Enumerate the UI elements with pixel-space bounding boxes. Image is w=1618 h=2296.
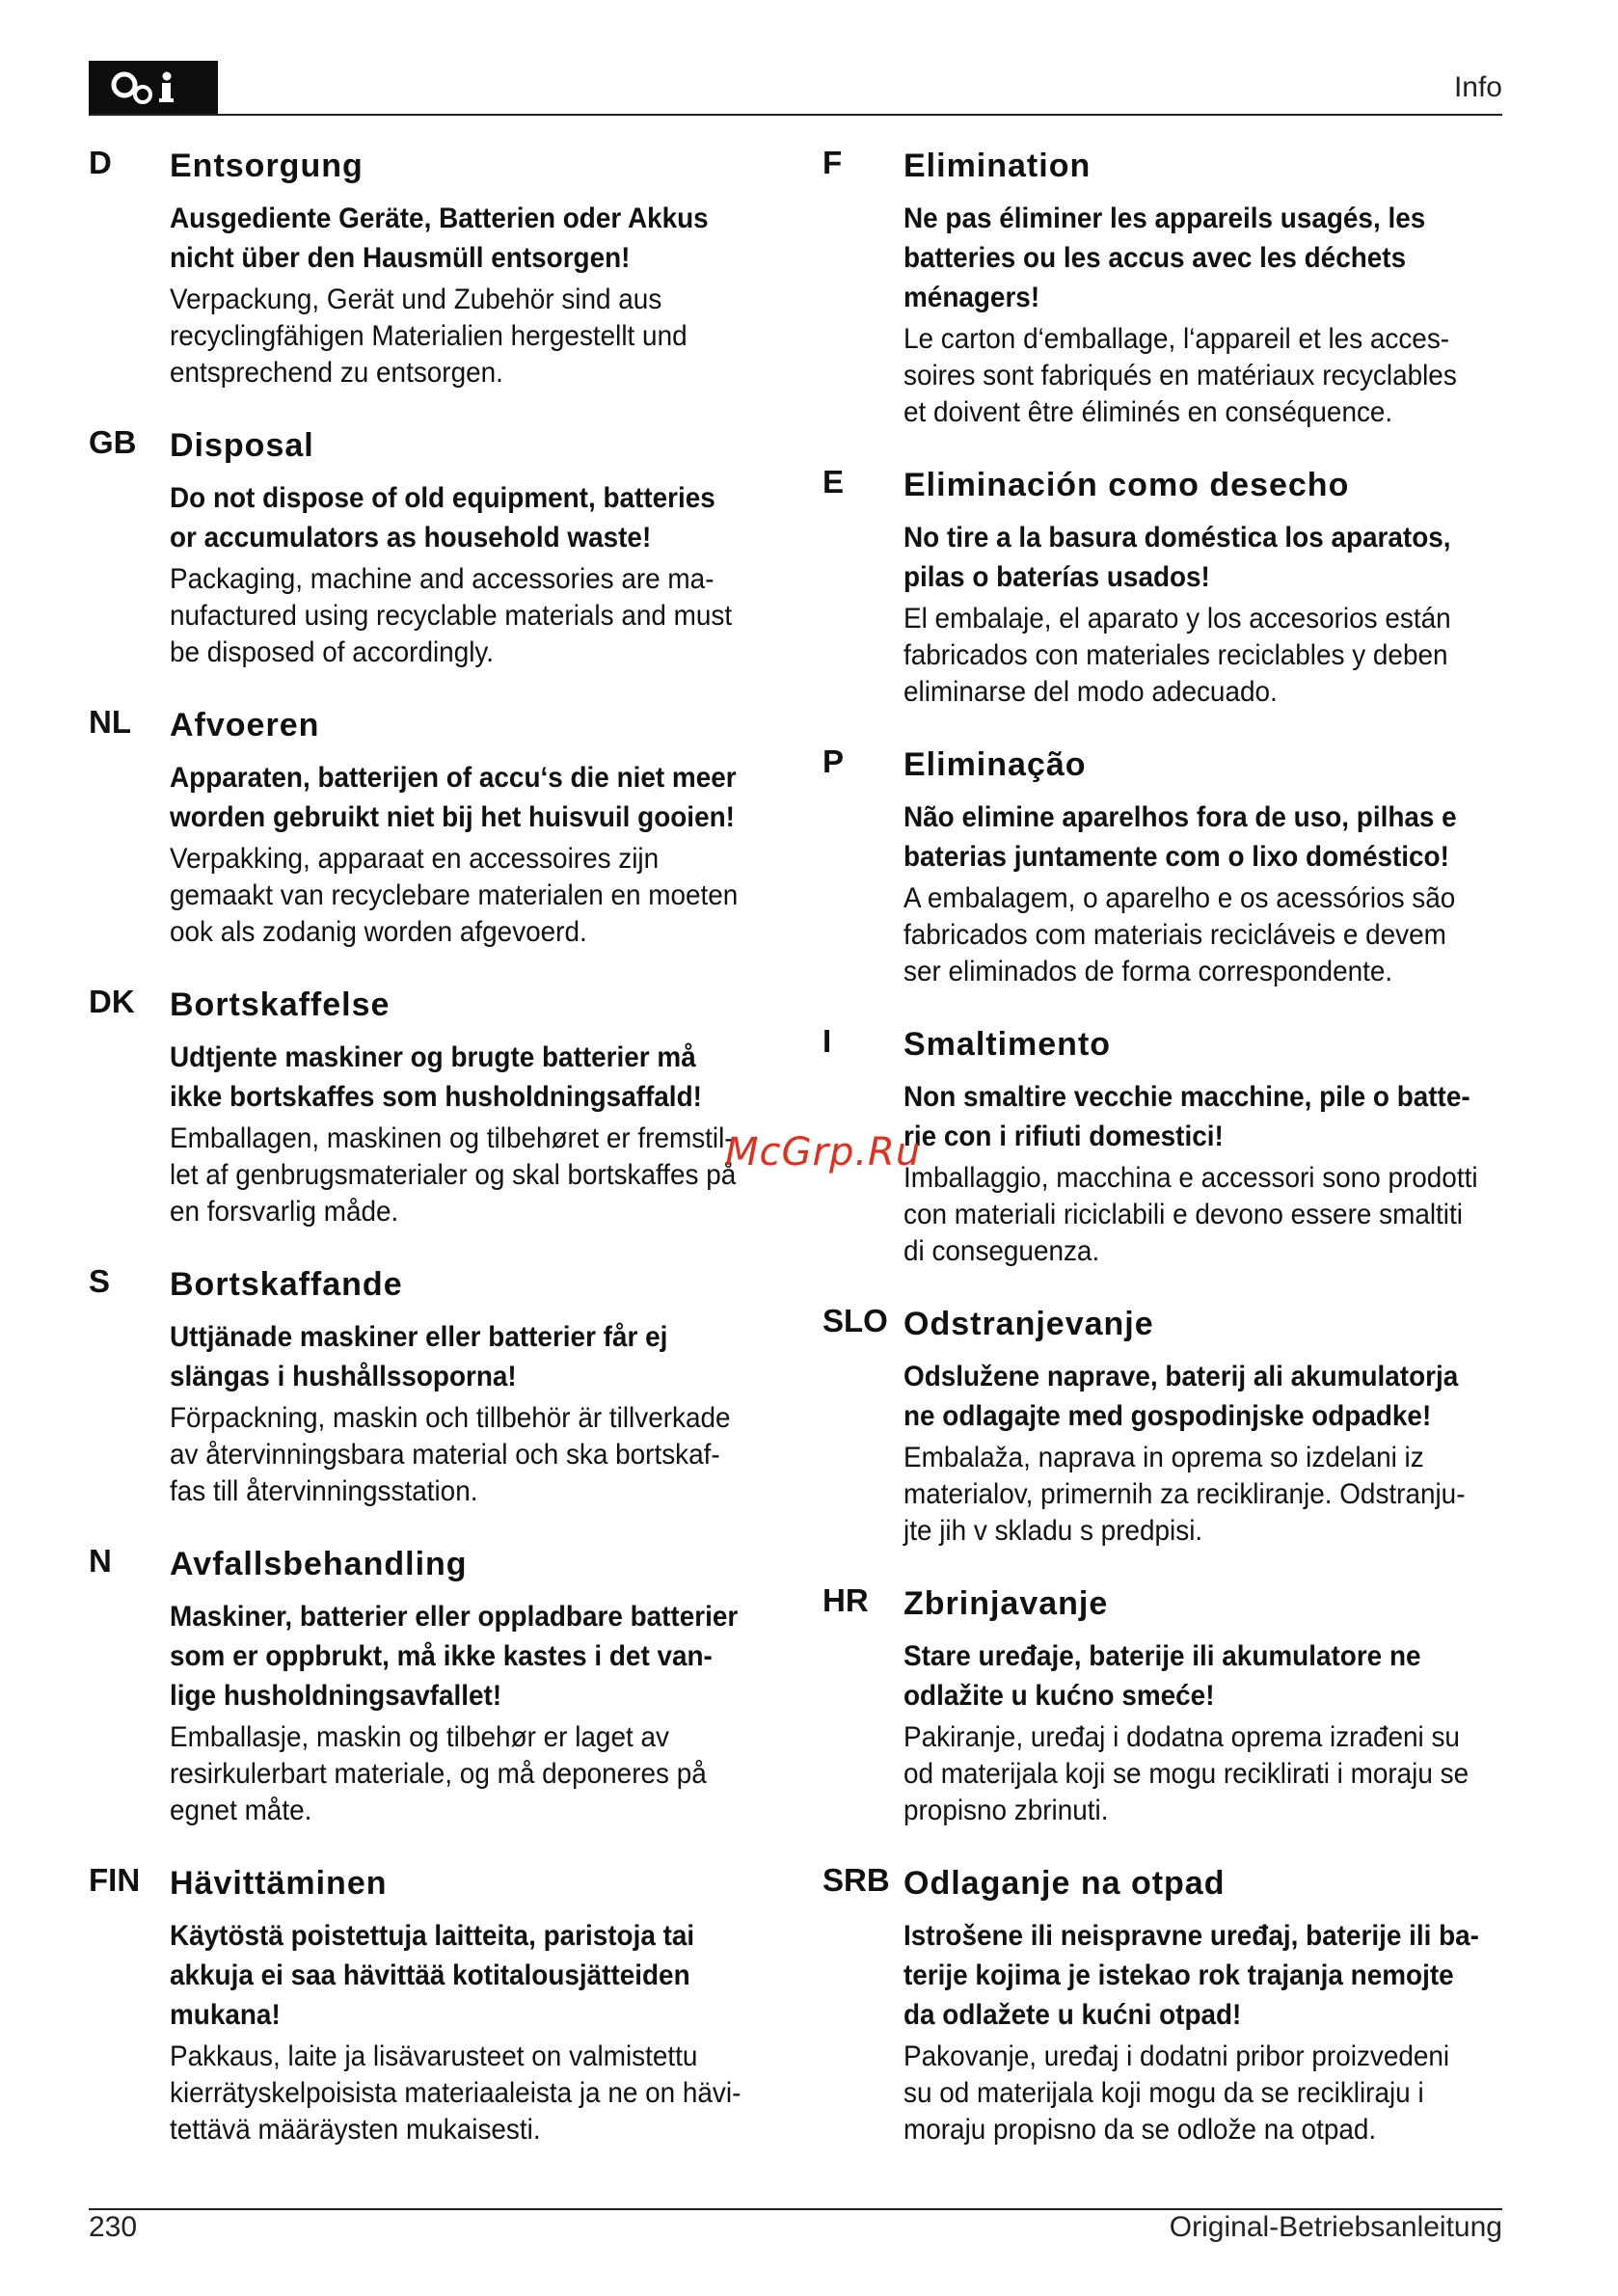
section-body xyxy=(903,1582,1517,1829)
body-line: A embalagem, o aparelho e os acessórios são xyxy=(903,882,1456,914)
section-heading: Smaltimento xyxy=(903,1026,1112,1063)
header-divider xyxy=(89,114,1502,116)
body-line: en forsvarlig måde. xyxy=(170,1196,399,1228)
info-book-icon xyxy=(89,61,218,115)
warning-text xyxy=(170,1916,824,2035)
body-line: egnet måte. xyxy=(170,1795,312,1826)
section-body xyxy=(170,1263,822,1510)
warning-line: Do not dispose of old equipment, batteries xyxy=(170,482,715,514)
body-text xyxy=(903,1719,1520,1829)
language-code: S xyxy=(89,1263,111,1299)
body-line: tettävä määräysten mukaisesti. xyxy=(170,2114,541,2146)
section-heading: Odlaganje na otpad xyxy=(903,1865,1226,1902)
body-line: con materiali riciclabili e devono essere smaltiti xyxy=(903,1199,1463,1230)
warning-line: Uttjänade maskiner eller batterier får ej xyxy=(170,1321,668,1353)
language-code: N xyxy=(89,1543,112,1579)
section-body xyxy=(903,743,1517,990)
warning-line: worden gebruikt niet bij het huisvuil gooien! xyxy=(170,801,735,833)
left-column xyxy=(89,145,822,2181)
body-text xyxy=(903,2039,1520,2148)
warning-line: Käytöstä poistettuja laitteita, paristoja tai xyxy=(170,1920,695,1952)
body-line: Le carton d‘emballage, l‘appareil et les acces- xyxy=(903,323,1450,355)
disposal-section-e xyxy=(822,464,1517,711)
body-line: materialov, primernih za recikliranje. Odstranju- xyxy=(903,1478,1466,1510)
language-code: F xyxy=(822,145,843,180)
warning-line: Não elimine aparelhos fora de uso, pilhas e xyxy=(903,801,1457,833)
warning-text xyxy=(170,199,824,278)
body-text xyxy=(170,282,824,392)
body-line: ser eliminados de forma correspondente. xyxy=(903,956,1393,987)
disposal-section-srb xyxy=(822,1862,1517,2148)
disposal-section-d xyxy=(89,145,822,392)
body-line: let af genbrugsmaterialer og skal bortskaffes på xyxy=(170,1159,737,1191)
section-body xyxy=(170,984,822,1230)
disposal-section-dk xyxy=(89,984,822,1230)
warning-line: baterias juntamente com o lixo doméstico! xyxy=(903,841,1449,873)
body-line: av återvinningsbara material och ska bortskaf- xyxy=(170,1439,720,1471)
warning-line: mukana! xyxy=(170,1999,281,2031)
warning-line: terije kojima je istekao rok trajanja nemojte xyxy=(903,1959,1454,1991)
warning-text xyxy=(170,1317,824,1396)
body-line: entsprechend zu entsorgen. xyxy=(170,357,503,389)
warning-line: slängas i hushållssoporna! xyxy=(170,1361,517,1392)
warning-line: pilas o baterías usados! xyxy=(903,561,1210,593)
section-body xyxy=(170,145,822,392)
section-body xyxy=(903,145,1517,431)
body-text xyxy=(170,1400,824,1510)
disposal-section-p xyxy=(822,743,1517,990)
warning-line: ménagers! xyxy=(903,282,1040,313)
body-line: od materijala koji se mogu reciklirati i moraju se xyxy=(903,1758,1470,1790)
footer-title: Original-Betriebsanleitung xyxy=(1169,2211,1502,2243)
warning-line: Maskiner, batterier eller oppladbare batterier xyxy=(170,1601,739,1633)
section-body xyxy=(903,1862,1517,2148)
body-line: resirkulerbart materiale, og må deponeres på xyxy=(170,1758,707,1790)
section-body xyxy=(170,704,822,951)
body-line: Pakiranje, uređaj i dodatna oprema izrađeni su xyxy=(903,1721,1460,1753)
body-line: Pakkaus, laite ja lisävarusteet on valmistettu xyxy=(170,2040,698,2072)
section-heading: Eliminação xyxy=(903,746,1087,783)
body-line: kierrätyskelpoisista materiaaleista ja ne on hävi- xyxy=(170,2077,742,2109)
language-code: DK xyxy=(89,984,135,1019)
body-text xyxy=(170,1719,824,1829)
body-line: eliminarse del modo adecuado. xyxy=(903,676,1278,708)
section-heading: Bortskaffelse xyxy=(170,986,391,1023)
warning-line: rie con i rifiuti domestici! xyxy=(903,1121,1224,1152)
body-line: Pakovanje, uređaj i dodatni pribor proizvedeni xyxy=(903,2040,1450,2072)
warning-line: Apparaten, batterijen of accu‘s die niet meer xyxy=(170,762,737,794)
language-code: FIN xyxy=(89,1862,141,1898)
warning-line: Ne pas éliminer les appareils usagés, les xyxy=(903,203,1426,234)
language-code: SLO xyxy=(822,1303,888,1338)
body-line: Emballasje, maskin og tilbehør er laget av xyxy=(170,1721,669,1753)
footer-divider xyxy=(89,2208,1502,2210)
info-logo-glyph xyxy=(107,68,200,108)
disposal-section-gb xyxy=(89,424,822,671)
language-code: P xyxy=(822,743,845,779)
warning-line: lige husholdningsavfallet! xyxy=(170,1680,502,1712)
warning-line: Istrošene ili neispravne uređaj, baterije ili ba- xyxy=(903,1920,1479,1952)
warning-text xyxy=(903,518,1520,597)
section-heading: Afvoeren xyxy=(170,707,320,743)
body-text xyxy=(903,321,1520,431)
warning-text xyxy=(903,199,1520,317)
body-line: Emballagen, maskinen og tilbehøret er fremstil- xyxy=(170,1122,734,1154)
warning-line: da odlažete u kućni otpad! xyxy=(903,1999,1242,2031)
warning-line: ne odlagajte med gospodinjske odpadke! xyxy=(903,1400,1432,1432)
section-body xyxy=(170,1543,822,1829)
warning-text xyxy=(903,1077,1520,1156)
body-line: Förpackning, maskin och tillbehör är tillverkade xyxy=(170,1402,731,1434)
disposal-section-hr xyxy=(822,1582,1517,1829)
body-text xyxy=(170,841,824,951)
body-line: Packaging, machine and accessories are ma- xyxy=(170,563,715,595)
section-heading: Entsorgung xyxy=(170,148,364,184)
body-text xyxy=(903,880,1520,990)
section-body xyxy=(170,424,822,671)
section-heading: Bortskaffande xyxy=(170,1266,403,1303)
watermark: McGrp.Ru xyxy=(725,1130,922,1175)
body-line: fabricados com materiais recicláveis e devem xyxy=(903,919,1446,951)
body-text xyxy=(903,601,1520,711)
body-line: propisno zbrinuti. xyxy=(903,1795,1109,1826)
warning-text xyxy=(903,1636,1520,1715)
warning-line: Odslužene naprave, baterij ali akumulatorja xyxy=(903,1361,1459,1392)
disposal-section-s xyxy=(89,1263,822,1510)
section-heading: Eliminación como desecho xyxy=(903,467,1350,503)
warning-line: Udtjente maskiner og brugte batterier må xyxy=(170,1041,696,1073)
right-column xyxy=(822,145,1517,2181)
body-line: moraju propisno da se odlože na otpad. xyxy=(903,2114,1377,2146)
body-line: di conseguenza. xyxy=(903,1235,1100,1267)
section-body xyxy=(903,1303,1517,1550)
body-text xyxy=(170,561,824,671)
body-line: soires sont fabriqués en matériaux recyclables xyxy=(903,360,1457,392)
warning-text xyxy=(170,758,824,837)
section-heading: Elimination xyxy=(903,148,1092,184)
body-line: fas till återvinningsstation. xyxy=(170,1475,478,1507)
section-heading: Zbrinjavanje xyxy=(903,1585,1109,1622)
body-text xyxy=(903,1440,1520,1550)
section-heading: Disposal xyxy=(170,427,314,464)
warning-line: nicht über den Hausmüll entsorgen! xyxy=(170,242,631,274)
disposal-section-n xyxy=(89,1543,822,1829)
warning-line: No tire a la basura doméstica los aparatos, xyxy=(903,522,1451,554)
body-line: be disposed of accordingly. xyxy=(170,636,495,668)
warning-text xyxy=(903,797,1520,877)
body-line: recyclingfähigen Materialien hergestellt und xyxy=(170,320,688,352)
warning-text xyxy=(170,1038,824,1117)
warning-text xyxy=(903,1916,1520,2035)
warning-line: som er oppbrukt, må ikke kastes i det van- xyxy=(170,1640,713,1672)
header-title: Info xyxy=(1453,71,1502,103)
body-line: jte jih v skladu s predpisi. xyxy=(903,1515,1203,1547)
section-body xyxy=(170,1862,822,2148)
body-text xyxy=(903,1160,1520,1270)
disposal-section-slo xyxy=(822,1303,1517,1550)
body-line: Imballaggio, macchina e accessori sono prodotti xyxy=(903,1162,1478,1194)
body-line: et doivent être éliminés en conséquence. xyxy=(903,396,1393,428)
section-heading: Hävittäminen xyxy=(170,1865,388,1902)
warning-line: akkuja ei saa hävittää kotitalousjätteiden xyxy=(170,1959,690,1991)
language-code: NL xyxy=(89,704,131,740)
section-body xyxy=(903,1023,1517,1270)
disposal-section-fin xyxy=(89,1862,822,2148)
warning-line: Stare uređaje, baterije ili akumulatore ne xyxy=(903,1640,1421,1672)
body-line: ook als zodanig worden afgevoerd. xyxy=(170,916,587,948)
warning-line: batteries ou les accus avec les déchets xyxy=(903,242,1407,274)
language-code: SRB xyxy=(822,1862,890,1898)
body-line: El embalaje, el aparato y los accesorios están xyxy=(903,603,1451,635)
language-code: D xyxy=(89,145,112,180)
warning-line: odlažite u kućno smeće! xyxy=(903,1680,1215,1712)
body-line: su od materijala koji mogu da se recikliraju i xyxy=(903,2077,1424,2109)
language-code: GB xyxy=(89,424,137,460)
section-heading: Odstranjevanje xyxy=(903,1306,1154,1342)
warning-line: Ausgediente Geräte, Batterien oder Akkus xyxy=(170,203,709,234)
body-line: gemaakt van recyclebare materialen en moeten xyxy=(170,879,739,911)
disposal-section-nl xyxy=(89,704,822,951)
warning-text xyxy=(170,1597,824,1715)
warning-text xyxy=(903,1357,1520,1436)
warning-line: Non smaltire vecchie macchine, pile o batte- xyxy=(903,1081,1470,1113)
section-heading: Avfallsbehandling xyxy=(170,1546,468,1582)
body-line: nufactured using recyclable materials and must xyxy=(170,600,733,632)
language-code: HR xyxy=(822,1582,869,1618)
section-body xyxy=(903,464,1517,711)
language-code: I xyxy=(822,1023,832,1059)
body-line: Verpackung, Gerät und Zubehör sind aus xyxy=(170,284,662,315)
body-text xyxy=(170,2039,824,2148)
disposal-section-f xyxy=(822,145,1517,431)
body-line: fabricados con materiales reciclables y deben xyxy=(903,639,1448,671)
body-line: Embalaža, naprava in oprema so izdelani iz xyxy=(903,1442,1424,1473)
language-code: E xyxy=(822,464,845,500)
disposal-section-i xyxy=(822,1023,1517,1270)
warning-text xyxy=(170,478,824,557)
body-line: Verpakking, apparaat en accessoires zijn xyxy=(170,843,660,875)
warning-line: ikke bortskaffes som husholdningsaffald! xyxy=(170,1081,702,1113)
page-number: 230 xyxy=(89,2211,138,2243)
warning-line: or accumulators as household waste! xyxy=(170,522,652,554)
